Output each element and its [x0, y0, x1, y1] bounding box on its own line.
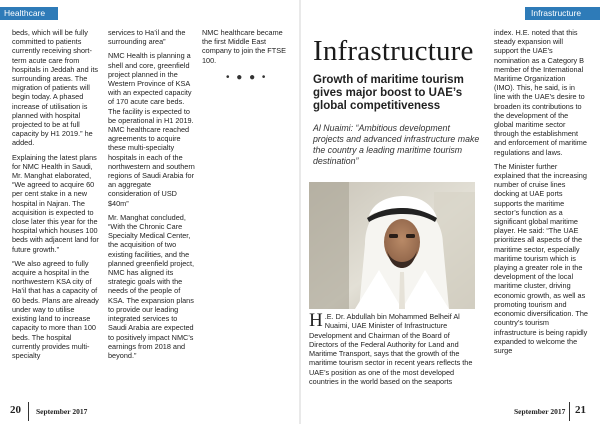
drop-cap: H [309, 310, 323, 331]
right-column [494, 28, 588, 360]
paragraph: Mr. Manghat concluded, “With the Chronic Care Specialty Medical Center, the acquisition of two existing facilities, and the planned greenfield project, NMC has aligned its strategic goals with the needs of the people of KSA. The expansion plans to provide our leading integrated services to Saudi Arabia are expected to positively impact NMC’s earnings from 2018 and beyond.” [108, 212, 195, 360]
paragraph: The Minister further explained that the increasing number of cruise lines docking at UAE ports supports the maritime sector’s function as a significant global maritime player. He said: “The UAE prioritizes all aspects of the maritime sector, especially maritime tourism which is playing a greater role in the development of the local maritime cluster, driving economic growth, as well as promoting tourism and economic diversification. The country’s tourism infrastructure is being rapidly expanded to welcome the surge [494, 161, 588, 355]
photo-caption-lead [309, 312, 477, 386]
page-number-left: 20 [10, 404, 21, 416]
page-number-right: 21 [575, 404, 586, 416]
section-tab-label: Infrastructure [531, 8, 582, 18]
paragraph: “We also agreed to fully acquire a hospital in the northwestern KSA city of Ha’il that has a capacity of 60 beds. Plans are already under way to utilise existing land to increase capacity to more than 100 beds. The hospital currently provides multi-specialty [12, 258, 99, 360]
left-column-1 [12, 28, 100, 365]
footer-divider [569, 402, 570, 421]
section-tab-label: Healthcare [4, 8, 46, 18]
paragraph: Explaining the latest plans for NMC Health in Saudi, Mr. Manghat elaborated, “We agreed to acquire 60 per cent stake in a new hospital in Najran. The acquisition is expected to close later this year for the hospital which houses 100 beds with adjacent land for future growth.” [12, 152, 99, 254]
paragraph: beds, which will be fully committed to patients currently receiving short-term acute care from hospitals in Jeddah and its surrounding areas. The migration of patients will begin today. A phased increase of utilisation is planned with hospital projected to be at full capacity by H1 2019.” he added. [12, 28, 98, 148]
paragraph: index. H.E. noted that this steady expansion will support the UAE’s nomination as a Category B member of the International Maritime Organization (IMO). This, he said, is in line with the UAE’s desire to broaden its contributions to the development of the global maritime sector through the establishment and enforcement of maritime regulations and laws. [494, 28, 587, 157]
spine-gutter [299, 0, 301, 424]
paragraph: NMC Health is planning a shell and core, greenfield project planned in the Western Province of KSA with an expected capacity of 170 acute care beds. The facility is expected to be operational in H1 2019. NMC healthcare reached agreements to acquire these multi-specialty hospitals in each of the northwestern and southern regions of Saudi Arabia for an aggregate consideration of USD $40m” [108, 51, 195, 208]
footer-divider [28, 402, 29, 421]
footer-date-left: September 2017 [36, 407, 88, 416]
minister-portrait-photo [309, 182, 475, 309]
left-column-3 [202, 28, 290, 70]
caption-text: .E. Dr. Abdullah bin Mohammed Belheif Al Nuaimi, UAE Minister of Infrastructure Development and Chairman of the Board of Directors of the Federal Authority for Land and Maritime Transport, says that the growth of the maritime tourism sector in recent years reflects the UAE’s position as one of the most developed countries in the world based on the seaports [309, 312, 473, 387]
section-tab-healthcare [0, 7, 58, 20]
paragraph: services to Ha’il and the surrounding area” [108, 28, 186, 47]
article-subheadline: Growth of maritime tourism gives major boost to UAE’s global competitiveness [313, 74, 464, 113]
paragraph: NMC healthcare became the first Middle East company to join the FTSE 100. [202, 28, 286, 65]
left-column-2 [108, 28, 196, 365]
footer-date-right: September 2017 [514, 407, 566, 416]
end-of-article-mark: • ● ● • [226, 72, 268, 83]
pull-quote: Al Nuaimi: “Ambitious development projects and advanced infrastructure make the country a leading maritime tourism destination” [313, 123, 480, 166]
article-headline: Infrastructure [313, 35, 474, 67]
section-tab-infrastructure [525, 7, 600, 20]
